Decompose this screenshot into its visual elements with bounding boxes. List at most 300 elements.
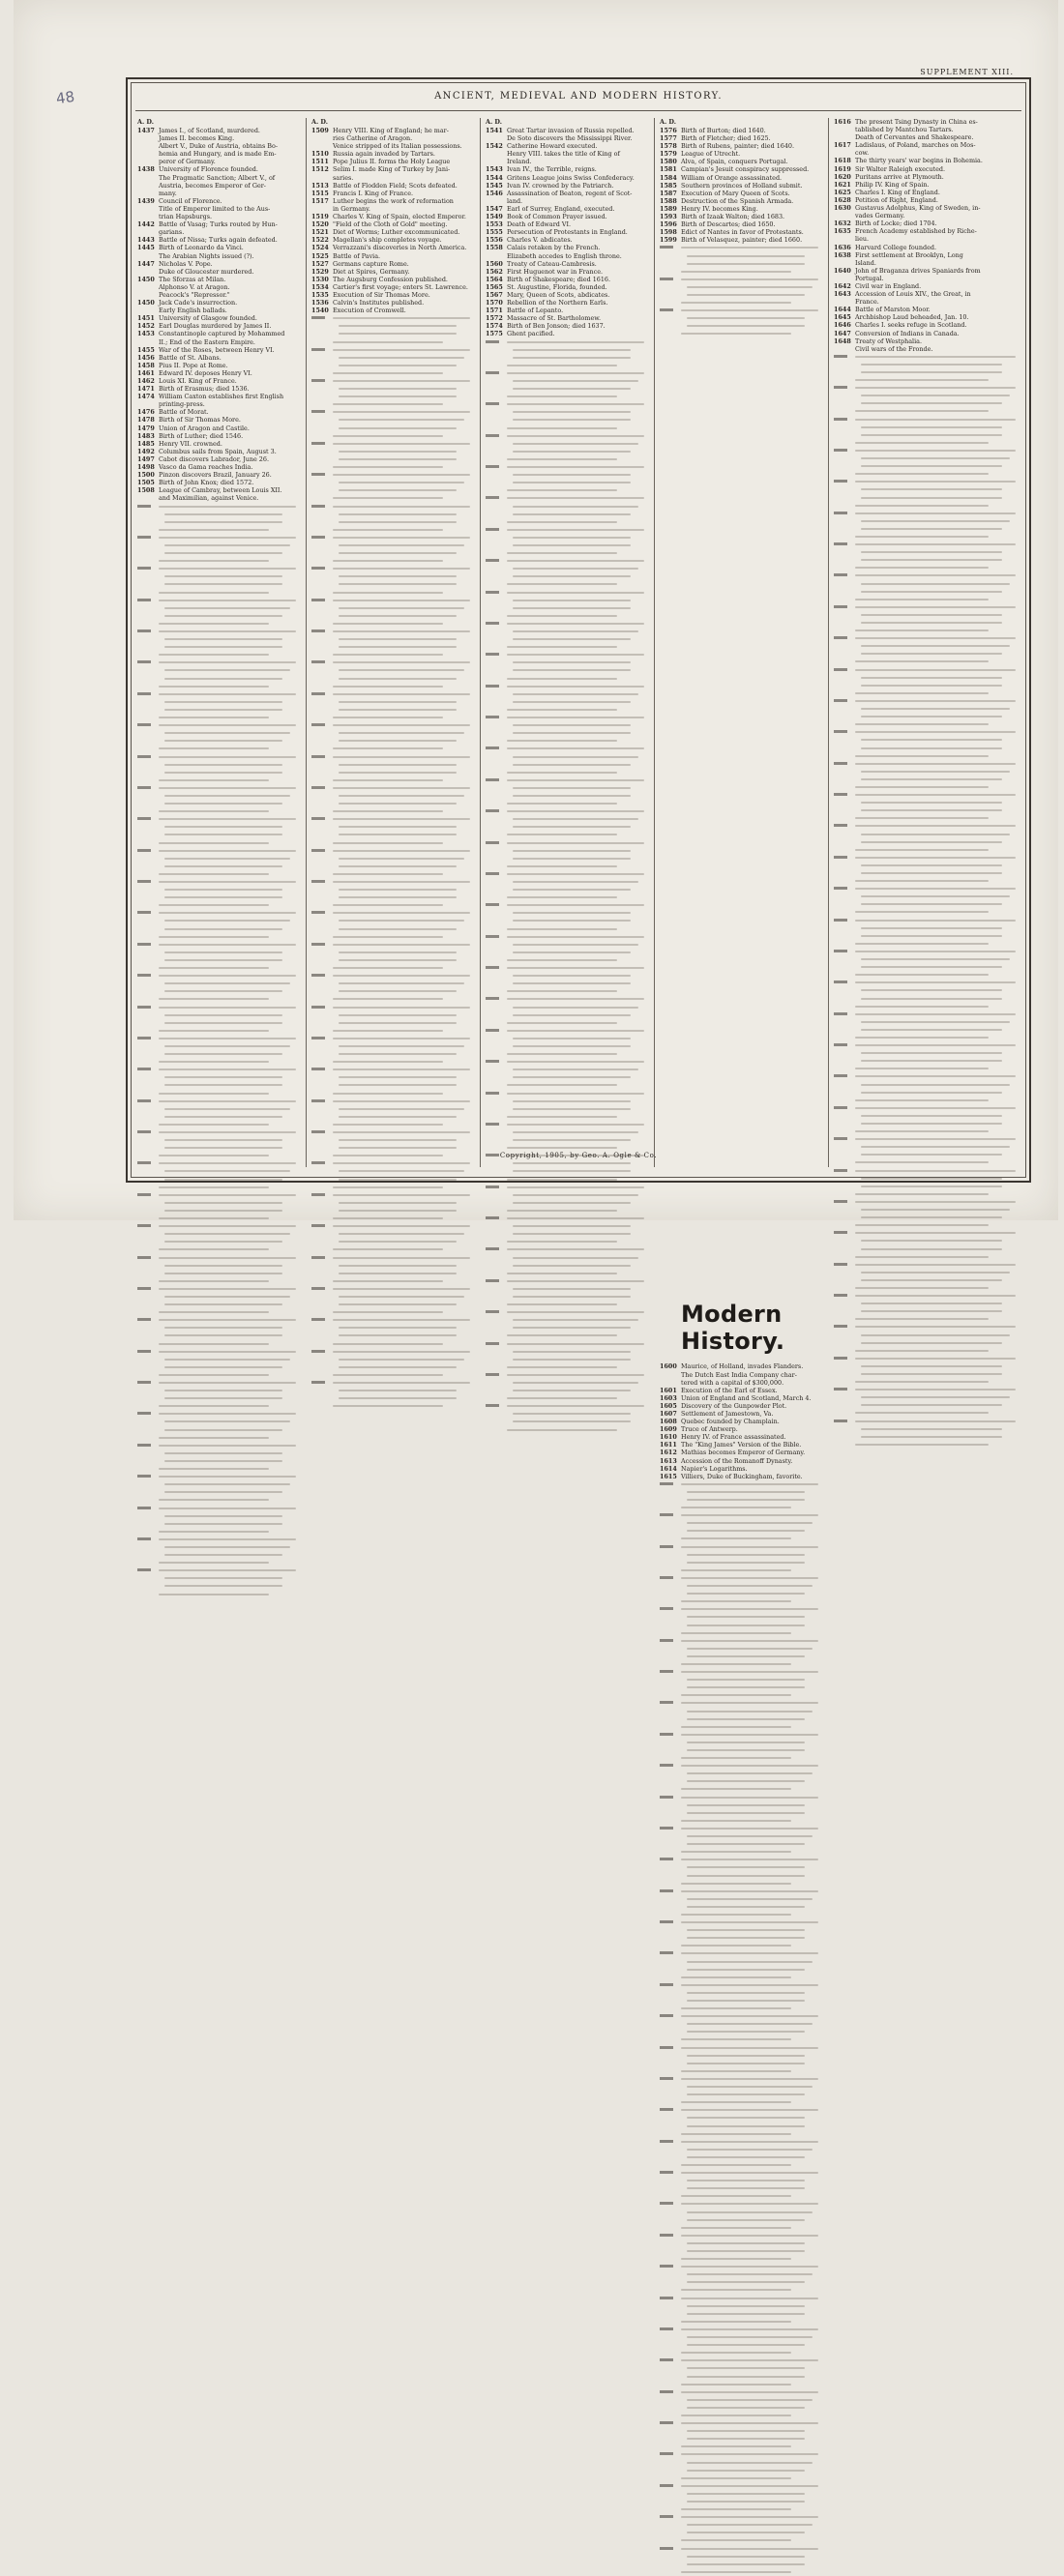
entry-year: 1589 — [660, 204, 677, 213]
entry-year — [832, 235, 855, 243]
atlas-page — [14, 0, 1058, 1480]
entry-text: Settlement of Jamestown, Va. — [681, 1409, 774, 1418]
history-entry — [832, 259, 1021, 267]
faded-text-lines — [832, 353, 1021, 1402]
entry-year: 1555 — [486, 228, 503, 237]
entry-text: tablished by Mantchou Tartars. — [855, 126, 954, 134]
entry-text: Birth of Velasquez, painter; died 1660. — [681, 236, 803, 245]
entry-text: League of Cambray, between Louis XII. — [159, 486, 282, 495]
history-entry — [658, 1457, 824, 1465]
entry-text: William of Orange assassinated. — [681, 173, 783, 182]
entry-year: 1536 — [311, 299, 329, 307]
entry-year: 1544 — [486, 173, 503, 182]
entry-year: 1522 — [311, 236, 329, 245]
entry-year: 1609 — [660, 1425, 677, 1434]
entry-year: 1508 — [137, 486, 155, 495]
history-entry — [135, 330, 302, 337]
entry-year: 1575 — [486, 330, 503, 338]
entry-year: 1560 — [486, 259, 503, 268]
handwritten-page-number: 48 — [54, 87, 76, 108]
entry-text: John of Braganza drives Spaniards from — [855, 266, 981, 275]
history-entry — [135, 385, 302, 393]
entry-year: 1485 — [137, 439, 155, 448]
entry-year: 1530 — [311, 275, 329, 283]
entry-text: Sir Walter Raleigh executed. — [855, 164, 946, 173]
entry-year — [135, 182, 159, 190]
entry-year: 1438 — [137, 165, 155, 174]
entry-year — [135, 205, 159, 213]
history-entry — [832, 267, 1021, 275]
entry-year: 1599 — [660, 236, 677, 245]
history-entry — [484, 244, 650, 251]
entry-text: First Huguenot war in France. — [507, 267, 604, 276]
entry-year: 1478 — [137, 416, 155, 424]
history-entry — [310, 283, 476, 291]
history-entry — [310, 165, 476, 173]
history-entry — [310, 244, 476, 251]
entry-text: Charles I. seeks refuge in Scotland. — [855, 321, 967, 330]
history-entry — [658, 142, 824, 150]
title-rule — [135, 110, 1021, 111]
history-entry — [484, 268, 650, 276]
entry-year: 1579 — [660, 150, 677, 159]
entry-year — [832, 298, 855, 306]
entry-text: Birth of Sir Thomas More. — [159, 416, 241, 424]
history-entry — [484, 236, 650, 244]
history-entry — [658, 197, 824, 205]
entry-year: 1450 — [137, 275, 155, 283]
history-entry — [135, 182, 302, 190]
entry-text: Petition of Right, England. — [855, 195, 938, 204]
history-entry — [135, 479, 302, 486]
history-entry — [310, 150, 476, 158]
entry-text: in Germany. — [333, 204, 370, 213]
entry-year: 1453 — [137, 330, 155, 338]
history-entry — [135, 134, 302, 142]
entry-text: Napier's Logarithms. — [681, 1464, 748, 1473]
entry-year: 1619 — [834, 164, 851, 173]
entry-year: 1534 — [311, 282, 329, 291]
entry-year — [135, 307, 159, 314]
entry-year: 1645 — [834, 313, 851, 322]
entry-text: Henry VIII. King of England; he mar- — [333, 127, 449, 134]
entry-year: 1646 — [834, 321, 851, 330]
entry-text: Charles V. King of Spain, elected Emperor. — [333, 213, 466, 221]
entry-text: First settlement at Brooklyn, Long — [855, 250, 963, 259]
history-entry — [310, 252, 476, 260]
entry-year: 1546 — [486, 189, 503, 197]
entry-text: printing-press. — [159, 400, 205, 409]
history-entry — [135, 354, 302, 362]
history-entry — [484, 158, 650, 165]
entry-year: 1581 — [660, 165, 677, 174]
entry-year: 1610 — [660, 1433, 677, 1442]
entry-text: Southern provinces of Holland submit. — [681, 181, 803, 190]
entry-year: 1447 — [137, 259, 155, 268]
entry-text: Earl Douglas murdered by James II. — [159, 322, 272, 331]
entry-year — [135, 268, 159, 276]
entry-year — [484, 158, 507, 165]
entry-text: Pius II. Pope at Rome. — [159, 361, 228, 369]
history-entry — [135, 400, 302, 408]
entry-text: peror of Germany. — [159, 158, 216, 166]
history-entry — [135, 260, 302, 268]
entry-text: Henry IV. of France assassinated. — [681, 1433, 786, 1442]
entry-year: 1519 — [311, 213, 329, 221]
history-entry — [484, 190, 650, 197]
entry-text: many. — [159, 189, 177, 197]
history-entry — [135, 338, 302, 346]
entry-text: Civil wars of the Fronde. — [855, 344, 933, 353]
entry-text: Henry VII. crowned. — [159, 439, 222, 448]
entry-text: Discovery of the Gunpowder Plot. — [681, 1401, 787, 1410]
entry-year: 1520 — [311, 220, 329, 229]
entry-year: 1455 — [137, 345, 155, 354]
history-entry — [832, 196, 1021, 204]
entry-text: Birth of Descartes; died 1650. — [681, 220, 776, 229]
entry-year — [310, 134, 333, 142]
entry-text: Persecution of Protestants in England. — [507, 228, 628, 237]
entry-text: Albert V., Duke of Austria, obtains Bo- — [159, 142, 278, 151]
history-entry — [310, 142, 476, 150]
entry-year: 1492 — [137, 447, 155, 455]
entry-year: 1605 — [660, 1401, 677, 1410]
entry-year — [484, 150, 507, 158]
entry-text: Ghent pacified. — [507, 330, 555, 338]
history-entry — [832, 173, 1021, 181]
entry-year: 1567 — [486, 290, 503, 299]
entry-year: 1618 — [834, 157, 851, 165]
entry-year: 1613 — [660, 1456, 677, 1465]
entry-text: French Academy established by Riche- — [855, 227, 977, 236]
history-entry — [658, 1418, 824, 1425]
history-entry — [135, 346, 302, 354]
history-entry — [310, 291, 476, 299]
entry-year: 1596 — [660, 220, 677, 229]
entry-year: 1562 — [486, 267, 503, 276]
entry-year: 1636 — [834, 243, 851, 251]
entry-year: 1474 — [137, 393, 155, 401]
entry-year: 1525 — [311, 251, 329, 260]
entry-text: Philip IV. King of Spain. — [855, 180, 930, 189]
entry-text: Destruction of the Spanish Armada. — [681, 196, 794, 205]
entry-text: land. — [507, 196, 523, 205]
history-entry — [310, 236, 476, 244]
entry-year — [484, 197, 507, 205]
entry-year: 1643 — [834, 290, 851, 299]
history-entry — [135, 283, 302, 291]
history-entry — [658, 205, 824, 213]
entry-year: 1635 — [834, 227, 851, 236]
history-entry — [484, 127, 650, 134]
entry-year: 1476 — [137, 408, 155, 417]
entry-text: Treaty of Cateau-Cambresis. — [507, 259, 597, 268]
entry-year: 1543 — [486, 165, 503, 174]
entry-text: The thirty years' war begins in Bohemia. — [855, 157, 983, 165]
entry-text: Gritens League joins Swiss Confederacy. — [507, 173, 635, 182]
entry-year: 1603 — [660, 1393, 677, 1402]
entry-year: 1505 — [137, 479, 155, 487]
era-label: A. D. — [311, 118, 328, 126]
entry-text: lieu. — [855, 235, 870, 244]
entry-year — [135, 150, 159, 158]
entry-year — [658, 1371, 681, 1379]
history-entry — [658, 190, 824, 197]
history-entry — [484, 307, 650, 314]
entry-year: 1461 — [137, 368, 155, 377]
entry-text: Ladislaus, of Poland, marches on Mos- — [855, 141, 976, 150]
entry-text: Catherine Howard executed. — [507, 142, 598, 151]
entry-text: Russia again invaded by Tartars. — [333, 150, 435, 159]
entry-text: Union of Aragon and Castile. — [159, 424, 250, 432]
entry-year: 1630 — [834, 204, 851, 213]
entry-year — [135, 134, 159, 142]
entry-year — [658, 1379, 681, 1387]
entry-text: Ivan IV. crowned by the Patriarch. — [507, 181, 614, 190]
history-entry — [658, 1465, 824, 1473]
entry-text: Birth of Izaak Walton; died 1683. — [681, 213, 785, 221]
entry-year: 1535 — [311, 290, 329, 299]
history-entry — [484, 205, 650, 213]
history-entry — [832, 290, 1021, 298]
entry-year — [135, 400, 159, 408]
history-entry — [310, 268, 476, 276]
entry-text: Battle of Nissa; Turks again defeated. — [159, 236, 278, 245]
entry-year: 1572 — [486, 314, 503, 323]
history-entry — [135, 150, 302, 158]
history-entry — [832, 149, 1021, 157]
entry-text: William Caxton establishes first English — [159, 393, 284, 401]
entry-text: Alphonso V. at Aragon. — [159, 282, 230, 291]
history-entry — [484, 174, 650, 182]
entry-text: Birth of Shakespeare; died 1616. — [507, 275, 611, 283]
entry-year: 1483 — [137, 431, 155, 440]
entry-year — [484, 134, 507, 142]
entry-year: 1615 — [660, 1472, 677, 1480]
column-divider — [654, 118, 655, 1167]
history-entry — [135, 314, 302, 322]
history-entry — [658, 236, 824, 244]
entry-text: Charles V. abdicates. — [507, 236, 573, 245]
entry-year: 1612 — [660, 1449, 677, 1457]
history-entry — [484, 228, 650, 236]
entry-year: 1577 — [660, 134, 677, 143]
entry-year — [135, 213, 159, 220]
entry-year: 1498 — [137, 463, 155, 472]
entry-year: 1541 — [486, 127, 503, 134]
entry-text: Archbishop Laud beheaded, Jan. 10. — [855, 313, 969, 322]
entry-text: The Sforzas at Milan. — [159, 275, 226, 283]
entry-text: Birth of Leonardo da Vinci. — [159, 244, 244, 252]
entry-text: Book of Common Prayer issued. — [507, 213, 607, 221]
history-entry — [658, 127, 824, 134]
history-entry — [135, 174, 302, 182]
entry-year: 1443 — [137, 236, 155, 245]
column-5 — [832, 118, 1021, 1167]
history-entry — [484, 330, 650, 337]
entry-text: saries. — [333, 173, 354, 182]
entry-text: Gustavus Adolphus, King of Sweden, in- — [855, 204, 981, 213]
entry-text: The present Tsing Dynasty in China es- — [855, 118, 978, 126]
column-4 — [658, 118, 824, 1480]
history-entry — [135, 268, 302, 276]
entry-year — [310, 142, 333, 150]
entry-year: 1527 — [311, 259, 329, 268]
history-entry — [310, 197, 476, 205]
entry-year — [832, 149, 855, 157]
column-divider — [306, 118, 307, 1167]
history-entry — [135, 362, 302, 369]
entry-text: Campian's Jesuit conspiracy suppressed. — [681, 165, 810, 174]
entry-year: 1614 — [660, 1464, 677, 1473]
entry-year: 1512 — [311, 165, 329, 174]
entry-year: 1578 — [660, 142, 677, 151]
entry-text: Birth of Luther; died 1546. — [159, 431, 244, 440]
history-entry — [484, 260, 650, 268]
entry-text: Diet of Worms; Luther excommunicated. — [333, 228, 460, 237]
entry-text: Portugal. — [855, 274, 884, 282]
entry-year: 1616 — [834, 118, 851, 126]
era-label: A. D. — [660, 118, 676, 126]
history-entry — [832, 157, 1021, 164]
entry-text: Death of Edward VI. — [507, 220, 572, 229]
entry-text: vades Germany. — [855, 212, 905, 220]
entry-year: 1625 — [834, 188, 851, 196]
entry-text: Verrazzani's discoveries in North America. — [333, 244, 467, 252]
entry-year: 1611 — [660, 1441, 677, 1449]
entry-text: Great Tartar invasion of Russia repelled. — [507, 127, 635, 134]
entry-text: hemia and Hungary, and is made Em- — [159, 150, 277, 159]
entry-text: Island. — [855, 258, 876, 267]
history-entry — [135, 494, 302, 502]
entry-text: Battle of St. Albans. — [159, 353, 222, 362]
entry-year: 1621 — [834, 180, 851, 189]
history-entry — [658, 1402, 824, 1410]
history-entry — [310, 276, 476, 283]
entry-text: Elizabeth accedes to English throne. — [507, 251, 622, 260]
history-entry — [135, 299, 302, 307]
entry-year — [135, 291, 159, 299]
entry-year: 1608 — [660, 1418, 677, 1426]
entry-text: Birth of Rubens, painter; died 1640. — [681, 142, 794, 151]
entry-text: Rebellion of the Northern Earls. — [507, 299, 608, 307]
entry-year: 1642 — [834, 281, 851, 290]
entry-text: Alva, of Spain, conquers Portugal. — [681, 158, 788, 166]
entry-text: Ireland. — [507, 158, 532, 166]
entry-text: De Soto discovers the Mississippi River. — [507, 134, 633, 143]
entry-text: Ivan IV., the Terrible, reigns. — [507, 165, 597, 174]
history-entry — [658, 150, 824, 158]
history-entry — [135, 416, 302, 424]
entry-year — [135, 252, 159, 260]
entry-year: 1628 — [834, 195, 851, 204]
history-entry — [135, 197, 302, 205]
entry-text: Constantinople captured by Mohammed — [159, 330, 285, 338]
entry-text: Execution of Cromwell. — [333, 307, 406, 315]
entry-year — [135, 228, 159, 236]
entry-text: Peacock's "Repressor." — [159, 290, 230, 299]
history-entry — [310, 260, 476, 268]
entry-year: 1515 — [311, 189, 329, 197]
entry-text: Title of Emperor limited to the Aus- — [159, 204, 271, 213]
entry-year: 1558 — [486, 244, 503, 252]
history-entry — [832, 133, 1021, 141]
entry-text: France. — [855, 298, 879, 307]
era-label: A. D. — [137, 118, 154, 126]
entry-text: Pinzon discovers Brazil, January 26. — [159, 471, 272, 480]
entry-text: Vasco da Gama reaches India. — [159, 463, 253, 472]
entry-year — [484, 252, 507, 260]
entry-year: 1587 — [660, 189, 677, 197]
history-entry — [484, 299, 650, 307]
entry-year — [832, 212, 855, 220]
history-entry — [832, 126, 1021, 133]
entry-text: cow. — [855, 149, 870, 158]
entry-text: Cartier's first voyage; enters St. Lawrence. — [333, 282, 468, 291]
entry-text: Accession of the Romanoff Dynasty. — [681, 1456, 793, 1465]
history-entry — [484, 213, 650, 220]
entry-year: 1458 — [137, 361, 155, 369]
history-entry — [135, 455, 302, 463]
entry-text: ries Catherine of Aragon. — [333, 134, 413, 143]
entry-year: 1576 — [660, 127, 677, 134]
entry-year: 1593 — [660, 213, 677, 221]
history-entry — [832, 181, 1021, 189]
entry-year: 1617 — [834, 141, 851, 150]
entry-year: 1524 — [311, 244, 329, 252]
entry-year: 1451 — [137, 314, 155, 323]
entry-year: 1647 — [834, 329, 851, 337]
history-entry — [135, 276, 302, 283]
entry-text: and Maximilian, against Venice. — [159, 494, 259, 503]
history-entry — [135, 369, 302, 377]
entry-text: Magellan's ship completes voyage. — [333, 236, 442, 245]
history-entry — [310, 158, 476, 165]
history-entry — [832, 204, 1021, 212]
history-entry — [135, 377, 302, 385]
entry-year: 1553 — [486, 220, 503, 229]
entry-text: Birth of Locke; died 1704. — [855, 220, 937, 228]
history-entry — [484, 252, 650, 260]
history-entry — [658, 158, 824, 165]
entry-text: Battle of Marston Moor. — [855, 306, 931, 314]
history-entry — [832, 330, 1021, 337]
entry-text: Diet at Spires, Germany. — [333, 267, 410, 276]
entry-text: Battle of Pavia. — [333, 251, 381, 260]
history-table-frame — [126, 77, 1031, 1480]
entry-year: 1632 — [834, 220, 851, 228]
history-entry — [484, 182, 650, 190]
entry-text: Henry VIII. takes the title of King of — [507, 150, 620, 159]
entry-text: The "King James" Version of the Bible. — [681, 1441, 802, 1449]
entry-year — [135, 494, 159, 502]
entry-year: 1442 — [137, 220, 155, 229]
entry-text: Maurice, of Holland, invades Flanders. — [681, 1362, 804, 1371]
history-entry — [832, 251, 1021, 259]
history-entry — [484, 322, 650, 330]
faded-text-lines — [658, 244, 824, 1293]
entry-text: "Field of the Cloth of Gold" meeting. — [333, 220, 448, 229]
entry-year: 1462 — [137, 377, 155, 385]
faded-text-lines — [135, 503, 302, 1552]
history-entry — [832, 235, 1021, 243]
entry-text: Early English ballads. — [159, 307, 227, 315]
entry-year: 1479 — [137, 424, 155, 432]
entry-year — [832, 275, 855, 282]
entry-text: Selim I. made King of Turkey by Jani- — [333, 165, 451, 174]
faded-text-lines — [484, 338, 650, 1388]
entry-year — [832, 126, 855, 133]
